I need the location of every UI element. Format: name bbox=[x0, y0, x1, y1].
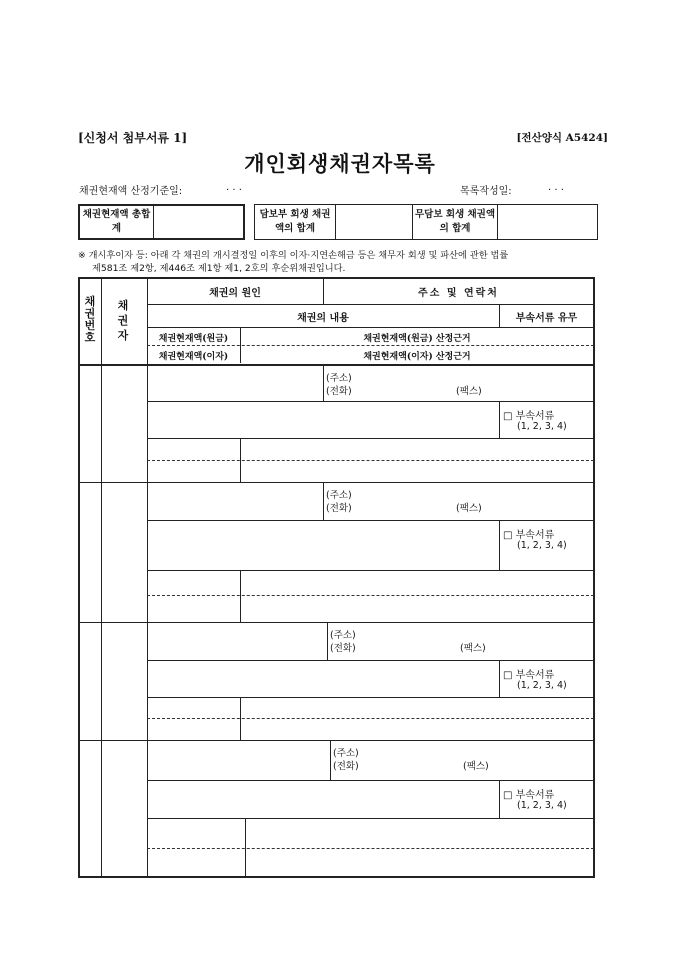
content-cell[interactable] bbox=[148, 401, 498, 438]
fax-label: (팩스) bbox=[456, 386, 482, 397]
header-interest: 채권현재액(이자) bbox=[158, 352, 229, 362]
secured-value[interactable] bbox=[336, 205, 411, 239]
header-address-contact: 주소 및 연락처 bbox=[418, 288, 499, 299]
attachment-numbers: (1, 2, 3, 4) bbox=[517, 540, 567, 551]
claim-no-cell[interactable] bbox=[79, 740, 101, 877]
fax-label: (팩스) bbox=[463, 761, 489, 772]
cell-divider bbox=[330, 740, 331, 780]
interest-cell[interactable] bbox=[148, 848, 244, 877]
page-title: 개인회생채권자목록 bbox=[244, 151, 436, 176]
total-value[interactable] bbox=[155, 206, 243, 238]
interest-basis-cell[interactable] bbox=[241, 718, 594, 740]
interest-cell[interactable] bbox=[148, 718, 239, 740]
cell-divider bbox=[499, 401, 500, 438]
address-label: (주소) bbox=[326, 490, 352, 501]
attachment-label: [신청서 첨부서류 1] bbox=[78, 131, 188, 145]
list-date-value[interactable]: . . . bbox=[548, 182, 564, 193]
principal-cell[interactable] bbox=[148, 570, 239, 595]
content-cell[interactable] bbox=[148, 520, 498, 570]
interest-basis-cell[interactable] bbox=[241, 595, 594, 622]
cell-divider bbox=[323, 365, 324, 401]
creditor-cell[interactable] bbox=[102, 622, 147, 740]
base-date-label: 채권현재액 산정기준일: bbox=[79, 186, 183, 197]
attachment-checkbox[interactable]: □ 부속서류 bbox=[503, 790, 555, 801]
header-claim-no: 채권번호 bbox=[84, 295, 96, 344]
attachment-numbers: (1, 2, 3, 4) bbox=[517, 680, 567, 691]
fax-label: (팩스) bbox=[456, 503, 482, 514]
claim-no-cell[interactable] bbox=[79, 482, 101, 622]
cell-divider bbox=[499, 660, 500, 697]
header-principal-basis: 채권현재액(원금) 산정근거 bbox=[363, 334, 471, 344]
cell-divider bbox=[499, 780, 500, 818]
unsecured-label: 무담보 회생 채권액의 합계 bbox=[414, 209, 496, 234]
cause-cell[interactable] bbox=[148, 740, 329, 780]
list-date-label: 목록작성일: bbox=[460, 186, 512, 197]
header-creditor: 채권자 bbox=[117, 299, 129, 342]
total-label: 채권현재액 총합계 bbox=[82, 209, 151, 234]
content-cell[interactable] bbox=[148, 660, 498, 697]
interest-cell[interactable] bbox=[148, 460, 239, 482]
principal-cell[interactable] bbox=[148, 818, 244, 848]
header-principal: 채권현재액(원금) bbox=[158, 334, 229, 344]
phone-label: (전화) bbox=[333, 761, 359, 772]
attachment-numbers: (1, 2, 3, 4) bbox=[517, 421, 567, 432]
phone-label: (전화) bbox=[326, 386, 352, 397]
address-label: (주소) bbox=[333, 748, 359, 759]
attachment-checkbox[interactable]: □ 부속서류 bbox=[503, 411, 555, 422]
interest-cell[interactable] bbox=[148, 595, 239, 622]
header-cause: 채권의 원인 bbox=[209, 288, 261, 299]
claim-no-cell[interactable] bbox=[79, 622, 101, 740]
header-attachments: 부속서류 유무 bbox=[515, 313, 578, 324]
header-content: 채권의 내용 bbox=[297, 313, 349, 324]
secured-label: 담보부 회생 채권액의 합계 bbox=[259, 209, 331, 234]
unsecured-value[interactable] bbox=[498, 205, 597, 239]
cause-cell[interactable] bbox=[148, 622, 326, 660]
creditor-cell[interactable] bbox=[102, 740, 147, 877]
cell-divider bbox=[327, 622, 328, 660]
cell-divider bbox=[323, 482, 324, 520]
fax-label: (팩스) bbox=[460, 643, 486, 654]
interest-basis-cell[interactable] bbox=[241, 460, 594, 482]
principal-cell[interactable] bbox=[148, 697, 239, 718]
claim-no-cell[interactable] bbox=[79, 365, 101, 482]
phone-label: (전화) bbox=[330, 643, 356, 654]
principal-basis-cell[interactable] bbox=[241, 697, 594, 718]
header-interest-basis: 채권현재액(이자) 산정근거 bbox=[363, 352, 471, 362]
address-label: (주소) bbox=[326, 373, 352, 384]
attachment-checkbox[interactable]: □ 부속서류 bbox=[503, 530, 555, 541]
phone-label: (전화) bbox=[326, 503, 352, 514]
form-code: [전산양식 A5424] bbox=[516, 132, 608, 144]
base-date-value[interactable]: . . . bbox=[226, 182, 242, 193]
content-cell[interactable] bbox=[148, 780, 498, 818]
cause-cell[interactable] bbox=[148, 482, 322, 520]
cell-divider bbox=[499, 520, 500, 570]
principal-basis-cell[interactable] bbox=[246, 818, 594, 848]
creditor-cell[interactable] bbox=[102, 365, 147, 482]
attachment-checkbox[interactable]: □ 부속서류 bbox=[503, 670, 555, 681]
attachment-numbers: (1, 2, 3, 4) bbox=[517, 800, 567, 811]
principal-basis-cell[interactable] bbox=[241, 438, 594, 460]
principal-basis-cell[interactable] bbox=[241, 570, 594, 595]
note-line-2: 제581조 제2항, 제446조 제1항 제1, 2호의 후순위채권입니다. bbox=[92, 263, 346, 274]
note-line-1: ※ 개시후이자 등: 아래 각 채권의 개시결정일 이후의 이자·지연손해금 등은 채무자 회생 및 파산에 관한 법률 bbox=[78, 250, 509, 261]
principal-cell[interactable] bbox=[148, 438, 239, 460]
cause-cell[interactable] bbox=[148, 365, 322, 401]
creditor-cell[interactable] bbox=[102, 482, 147, 622]
address-label: (주소) bbox=[330, 630, 356, 641]
interest-basis-cell[interactable] bbox=[246, 848, 594, 877]
